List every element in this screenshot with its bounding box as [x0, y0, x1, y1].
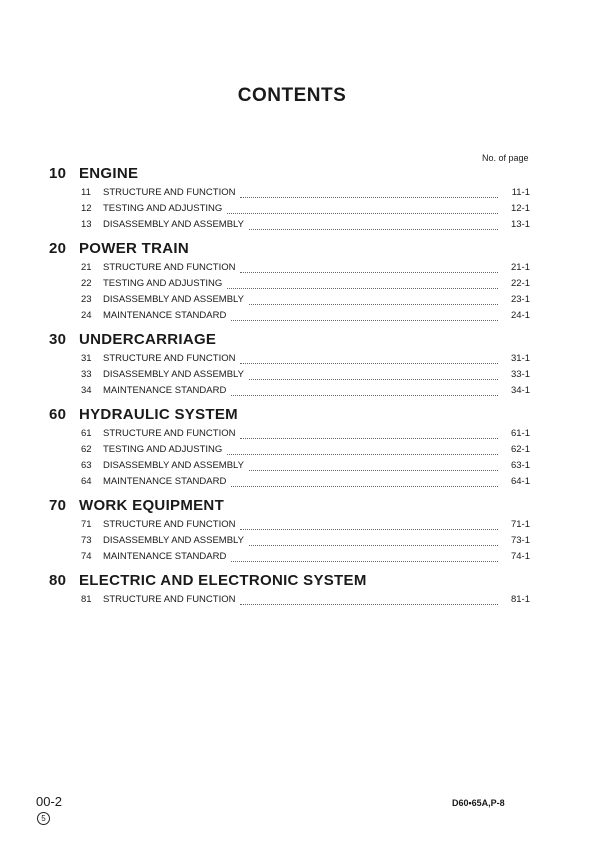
- section-number: 20: [49, 240, 67, 257]
- entry-page-number: 34-1: [510, 385, 530, 396]
- entry-number: 62: [81, 444, 92, 455]
- dot-leader: [227, 288, 498, 289]
- toc-entry[interactable]: [49, 217, 530, 233]
- dot-leader: [227, 454, 498, 455]
- footer-model: D60•65A,P-8: [452, 798, 505, 808]
- entry-number: 24: [81, 310, 92, 321]
- entry-page-number: 62-1: [510, 444, 530, 455]
- section-number: 60: [49, 406, 67, 423]
- entry-number: 12: [81, 203, 92, 214]
- dot-leader: [240, 604, 498, 605]
- entry-page-number: 64-1: [510, 476, 530, 487]
- dot-leader: [231, 320, 498, 321]
- entry-title: DISASSEMBLY AND ASSEMBLY: [103, 294, 244, 305]
- entry-page-number: 63-1: [510, 460, 530, 471]
- section-number: 70: [49, 497, 67, 514]
- entry-page-number: 11-1: [511, 187, 530, 198]
- toc-section: [49, 166, 530, 233]
- toc-entry[interactable]: [49, 308, 530, 324]
- section-heading[interactable]: [49, 498, 530, 514]
- entry-number: 71: [81, 519, 92, 530]
- section-number: 80: [49, 572, 67, 589]
- entry-page-number: 33-1: [510, 369, 530, 380]
- entry-number: 61: [81, 428, 92, 439]
- entry-number: 21: [81, 262, 92, 273]
- toc-section: [49, 241, 530, 324]
- entry-page-number: 74-1: [510, 551, 530, 562]
- entry-title: STRUCTURE AND FUNCTION: [103, 519, 236, 530]
- entry-number: 81: [81, 594, 92, 605]
- entry-page-number: 12-1: [510, 203, 530, 214]
- section-title: ELECTRIC AND ELECTRONIC SYSTEM: [79, 572, 367, 589]
- footer-page-number: 00-2: [36, 794, 63, 809]
- entry-title: DISASSEMBLY AND ASSEMBLY: [103, 369, 244, 380]
- entry-number: 33: [81, 369, 92, 380]
- toc-section: [49, 407, 530, 490]
- dot-leader: [249, 229, 498, 230]
- toc-entry[interactable]: [49, 474, 530, 490]
- entry-page-number: 24-1: [510, 310, 530, 321]
- section-title: UNDERCARRIAGE: [79, 331, 217, 348]
- section-heading[interactable]: [49, 407, 530, 423]
- entry-number: 13: [81, 219, 92, 230]
- toc-entry[interactable]: [49, 533, 530, 549]
- entry-page-number: 21-1: [510, 262, 530, 273]
- toc-entry[interactable]: [49, 292, 530, 308]
- toc-entry[interactable]: [49, 260, 530, 276]
- toc-entry[interactable]: [49, 185, 530, 201]
- entry-title: DISASSEMBLY AND ASSEMBLY: [103, 535, 244, 546]
- entry-title: TESTING AND ADJUSTING: [103, 444, 223, 455]
- toc-section: [49, 332, 530, 399]
- entry-title: STRUCTURE AND FUNCTION: [103, 594, 236, 605]
- dot-leader: [231, 561, 498, 562]
- dot-leader: [231, 486, 498, 487]
- entry-number: 74: [81, 551, 92, 562]
- toc-section: [49, 573, 530, 608]
- toc-entry[interactable]: [49, 426, 530, 442]
- dot-leader: [249, 470, 498, 471]
- dot-leader: [240, 363, 498, 364]
- entry-title: MAINTENANCE STANDARD: [103, 385, 227, 396]
- entry-page-number: 22-1: [510, 278, 530, 289]
- section-heading[interactable]: [49, 241, 530, 257]
- toc-entry[interactable]: [49, 517, 530, 533]
- dot-leader: [240, 438, 498, 439]
- entry-page-number: 81-1: [510, 594, 530, 605]
- entry-title: STRUCTURE AND FUNCTION: [103, 262, 236, 273]
- section-number: 30: [49, 331, 67, 348]
- dot-leader: [249, 379, 498, 380]
- toc-entry[interactable]: [49, 276, 530, 292]
- revision-mark: 5: [37, 812, 50, 825]
- dot-leader: [240, 197, 498, 198]
- entry-number: 64: [81, 476, 92, 487]
- entry-title: DISASSEMBLY AND ASSEMBLY: [103, 219, 244, 230]
- table-of-contents: [49, 166, 530, 616]
- section-heading[interactable]: [49, 332, 530, 348]
- entry-number: 73: [81, 535, 92, 546]
- entry-title: TESTING AND ADJUSTING: [103, 278, 223, 289]
- dot-leader: [227, 213, 498, 214]
- toc-entry[interactable]: [49, 549, 530, 565]
- page-title: CONTENTS: [237, 85, 347, 106]
- section-title: WORK EQUIPMENT: [79, 497, 225, 514]
- entry-number: 22: [81, 278, 92, 289]
- entry-page-number: 13-1: [510, 219, 530, 230]
- entry-title: STRUCTURE AND FUNCTION: [103, 353, 236, 364]
- entry-title: MAINTENANCE STANDARD: [103, 476, 227, 487]
- section-heading[interactable]: [49, 166, 530, 182]
- entry-title: MAINTENANCE STANDARD: [103, 551, 227, 562]
- entry-title: STRUCTURE AND FUNCTION: [103, 428, 236, 439]
- toc-entry[interactable]: [49, 367, 530, 383]
- entry-number: 11: [81, 187, 91, 198]
- entry-title: STRUCTURE AND FUNCTION: [103, 187, 236, 198]
- entry-number: 31: [81, 353, 92, 364]
- dot-leader: [240, 529, 498, 530]
- toc-entry[interactable]: [49, 442, 530, 458]
- entry-page-number: 73-1: [510, 535, 530, 546]
- entry-title: MAINTENANCE STANDARD: [103, 310, 227, 321]
- entry-title: TESTING AND ADJUSTING: [103, 203, 223, 214]
- section-title: HYDRAULIC SYSTEM: [79, 406, 238, 423]
- toc-entry[interactable]: [49, 458, 530, 474]
- section-number: 10: [49, 165, 67, 182]
- section-title: ENGINE: [79, 165, 139, 182]
- toc-section: [49, 498, 530, 565]
- entry-page-number: 71-1: [510, 519, 530, 530]
- toc-entry[interactable]: [49, 592, 530, 608]
- dot-leader: [249, 304, 498, 305]
- entry-number: 23: [81, 294, 92, 305]
- entry-page-number: 31-1: [510, 353, 530, 364]
- toc-entry[interactable]: [49, 383, 530, 399]
- entry-number: 34: [81, 385, 92, 396]
- entry-number: 63: [81, 460, 92, 471]
- page-column-label: No. of page: [482, 153, 529, 163]
- dot-leader: [240, 272, 498, 273]
- section-heading[interactable]: [49, 573, 530, 589]
- entry-page-number: 61-1: [510, 428, 530, 439]
- section-title: POWER TRAIN: [79, 240, 189, 257]
- toc-entry[interactable]: [49, 351, 530, 367]
- toc-entry[interactable]: [49, 201, 530, 217]
- dot-leader: [231, 395, 498, 396]
- dot-leader: [249, 545, 498, 546]
- entry-page-number: 23-1: [510, 294, 530, 305]
- entry-title: DISASSEMBLY AND ASSEMBLY: [103, 460, 244, 471]
